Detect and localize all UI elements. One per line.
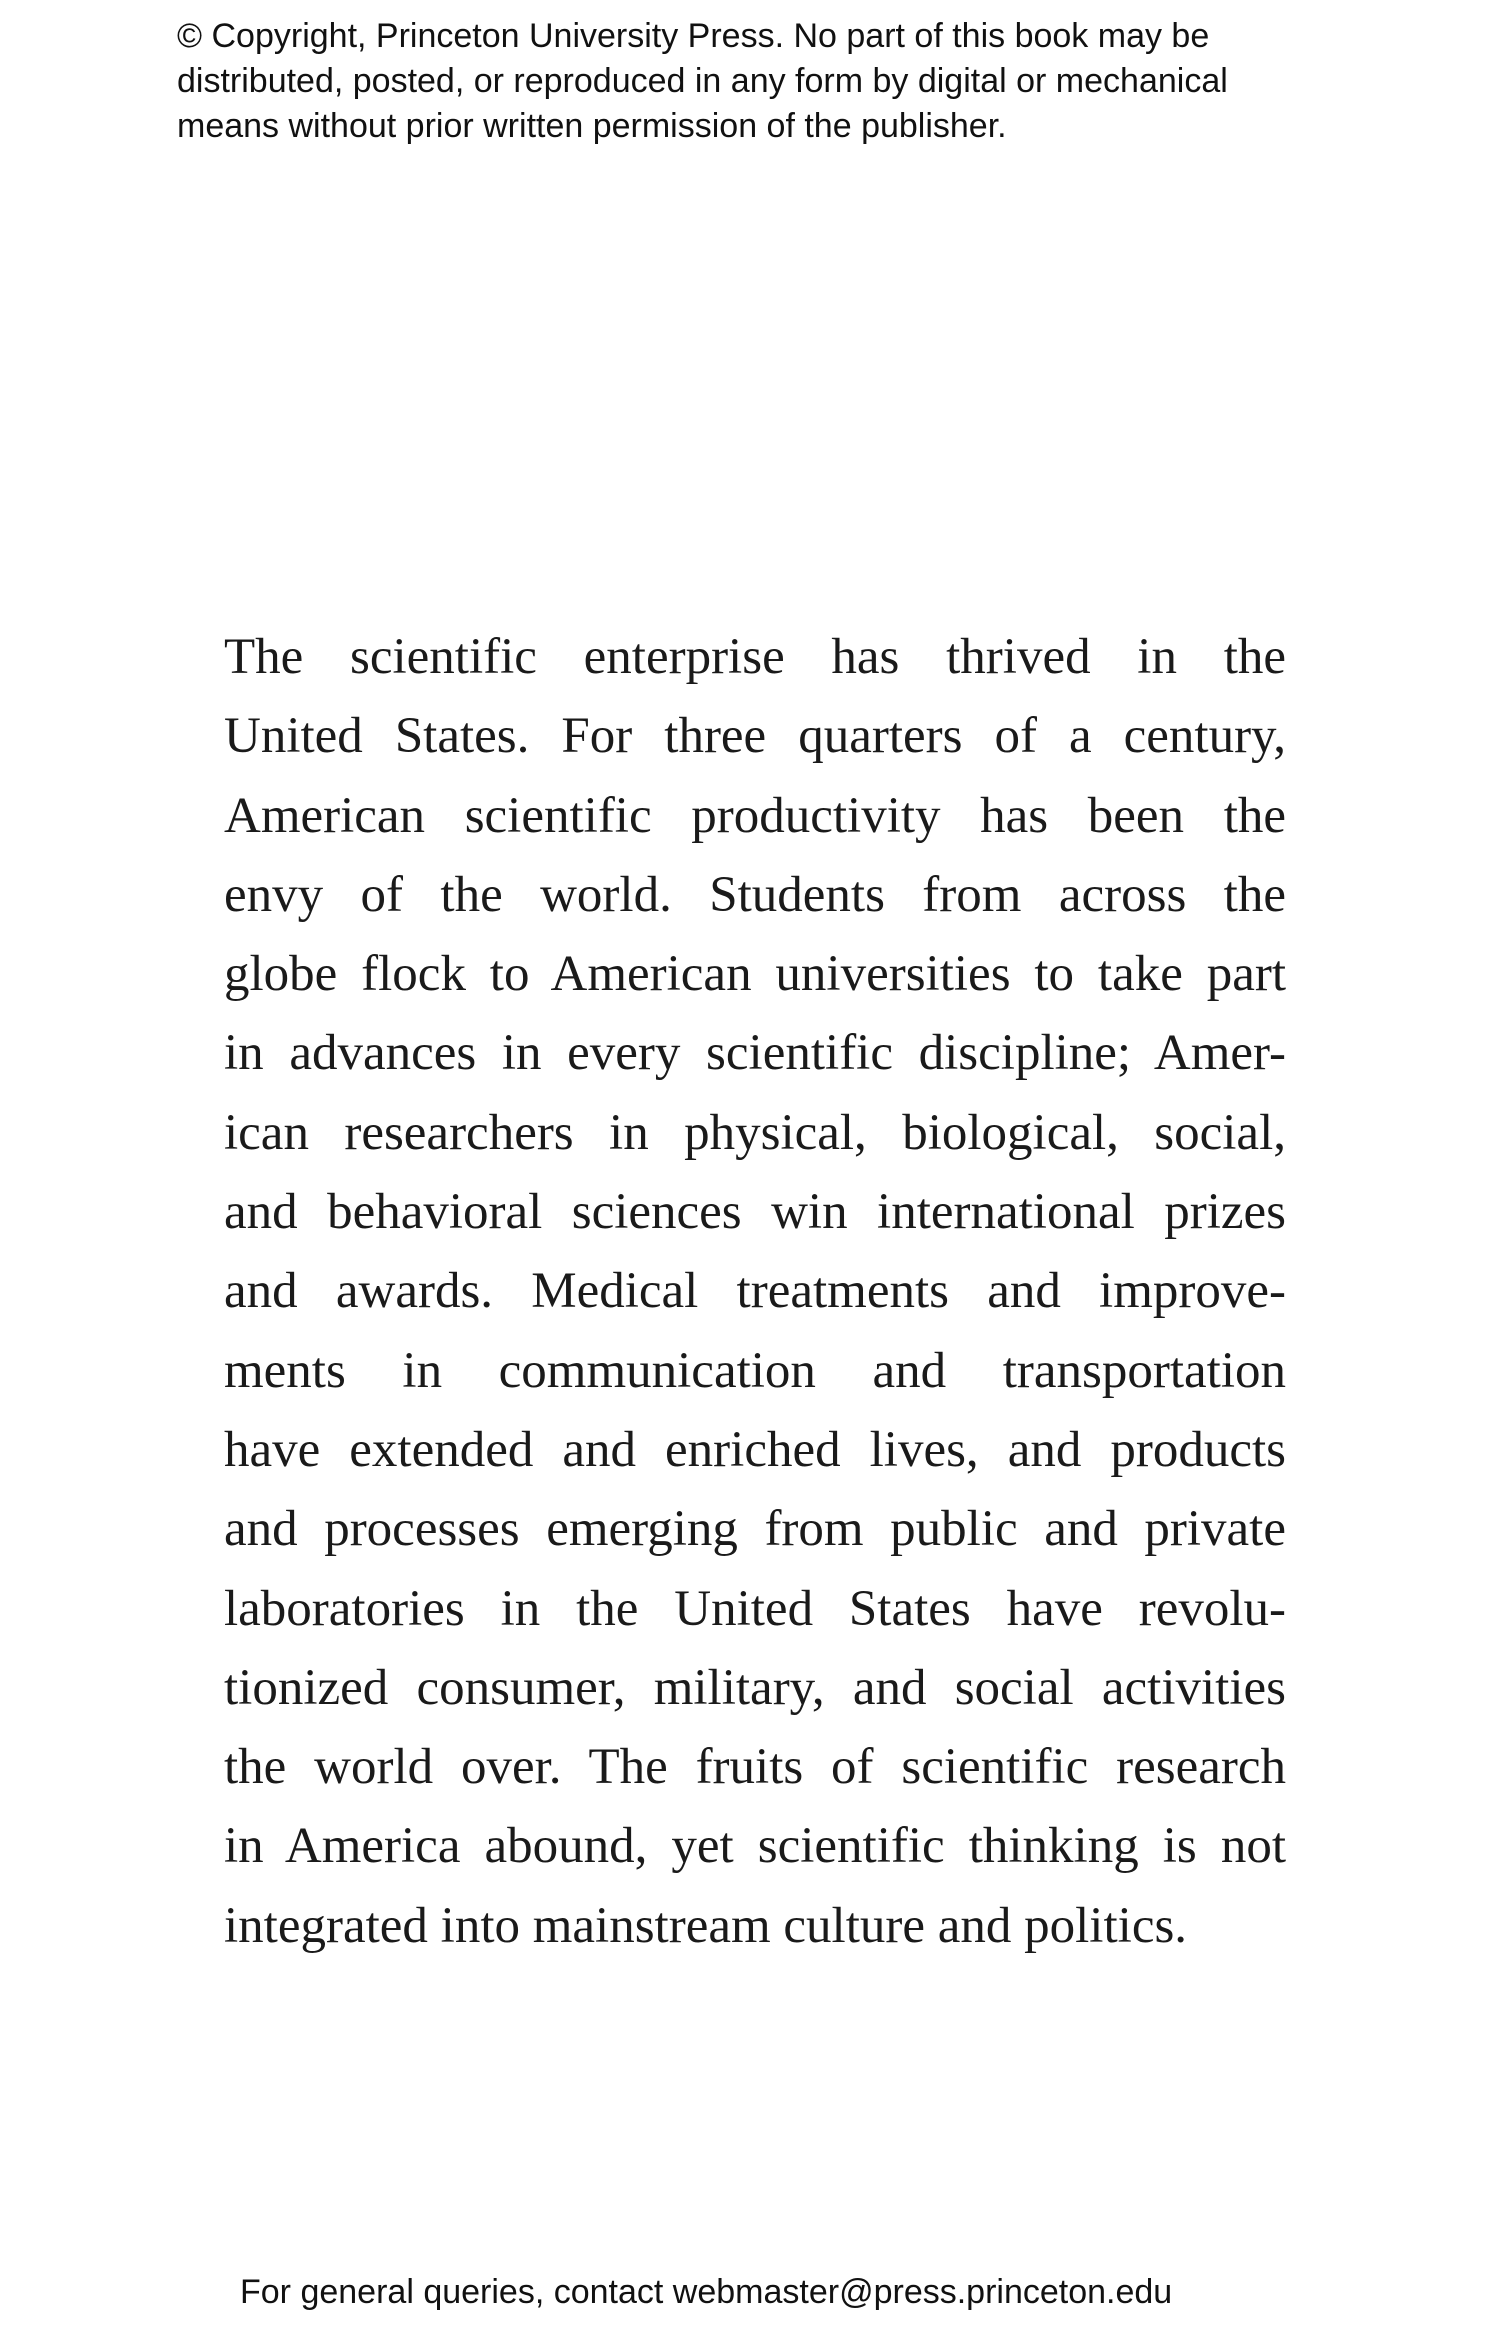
text-line: The scientific enterprise has thrived in the xyxy=(224,629,1286,685)
text-line: ments in communication and transportation xyxy=(224,1342,1286,1399)
copyright-notice xyxy=(177,14,1377,149)
text-line: tionized consumer, military, and social activities xyxy=(224,1659,1286,1716)
copyright-line: means without prior written permission of the publisher. xyxy=(177,107,1007,145)
footer-contact: For general queries, contact webmaster@press.princeton.edu xyxy=(240,2273,1173,2311)
text-line: ican researchers in physical, biological, social, xyxy=(224,1104,1286,1161)
text-line: and processes emerging from public and private xyxy=(224,1501,1286,1558)
text-line: United States. For three quarters of a century, xyxy=(224,708,1286,765)
text-line: the world over. The fruits of scientific research xyxy=(224,1739,1286,1796)
copyright-line: © Copyright, Princeton University Press. No part of this book may be xyxy=(177,17,1210,55)
text-line: American scientific productivity has been the xyxy=(224,787,1286,844)
text-line: envy of the world. Students from across the xyxy=(224,866,1286,923)
body-paragraph xyxy=(224,618,1294,1966)
text-line: in America abound, yet scientific thinking is not xyxy=(224,1818,1286,1875)
text-line: integrated into mainstream culture and politics. xyxy=(224,1897,1188,1954)
text-line: and awards. Medical treatments and improve- xyxy=(224,1263,1286,1320)
text-line: and behavioral sciences win international prizes xyxy=(224,1184,1286,1241)
text-line: globe flock to American universities to take part xyxy=(224,946,1286,1003)
text-line: in advances in every scientific discipline; Amer- xyxy=(224,1025,1286,1082)
copyright-line: distributed, posted, or reproduced in any form by digital or mechanical xyxy=(177,62,1228,100)
text-line: have extended and enriched lives, and products xyxy=(224,1421,1286,1478)
text-line: laboratories in the United States have revolu- xyxy=(224,1580,1286,1637)
